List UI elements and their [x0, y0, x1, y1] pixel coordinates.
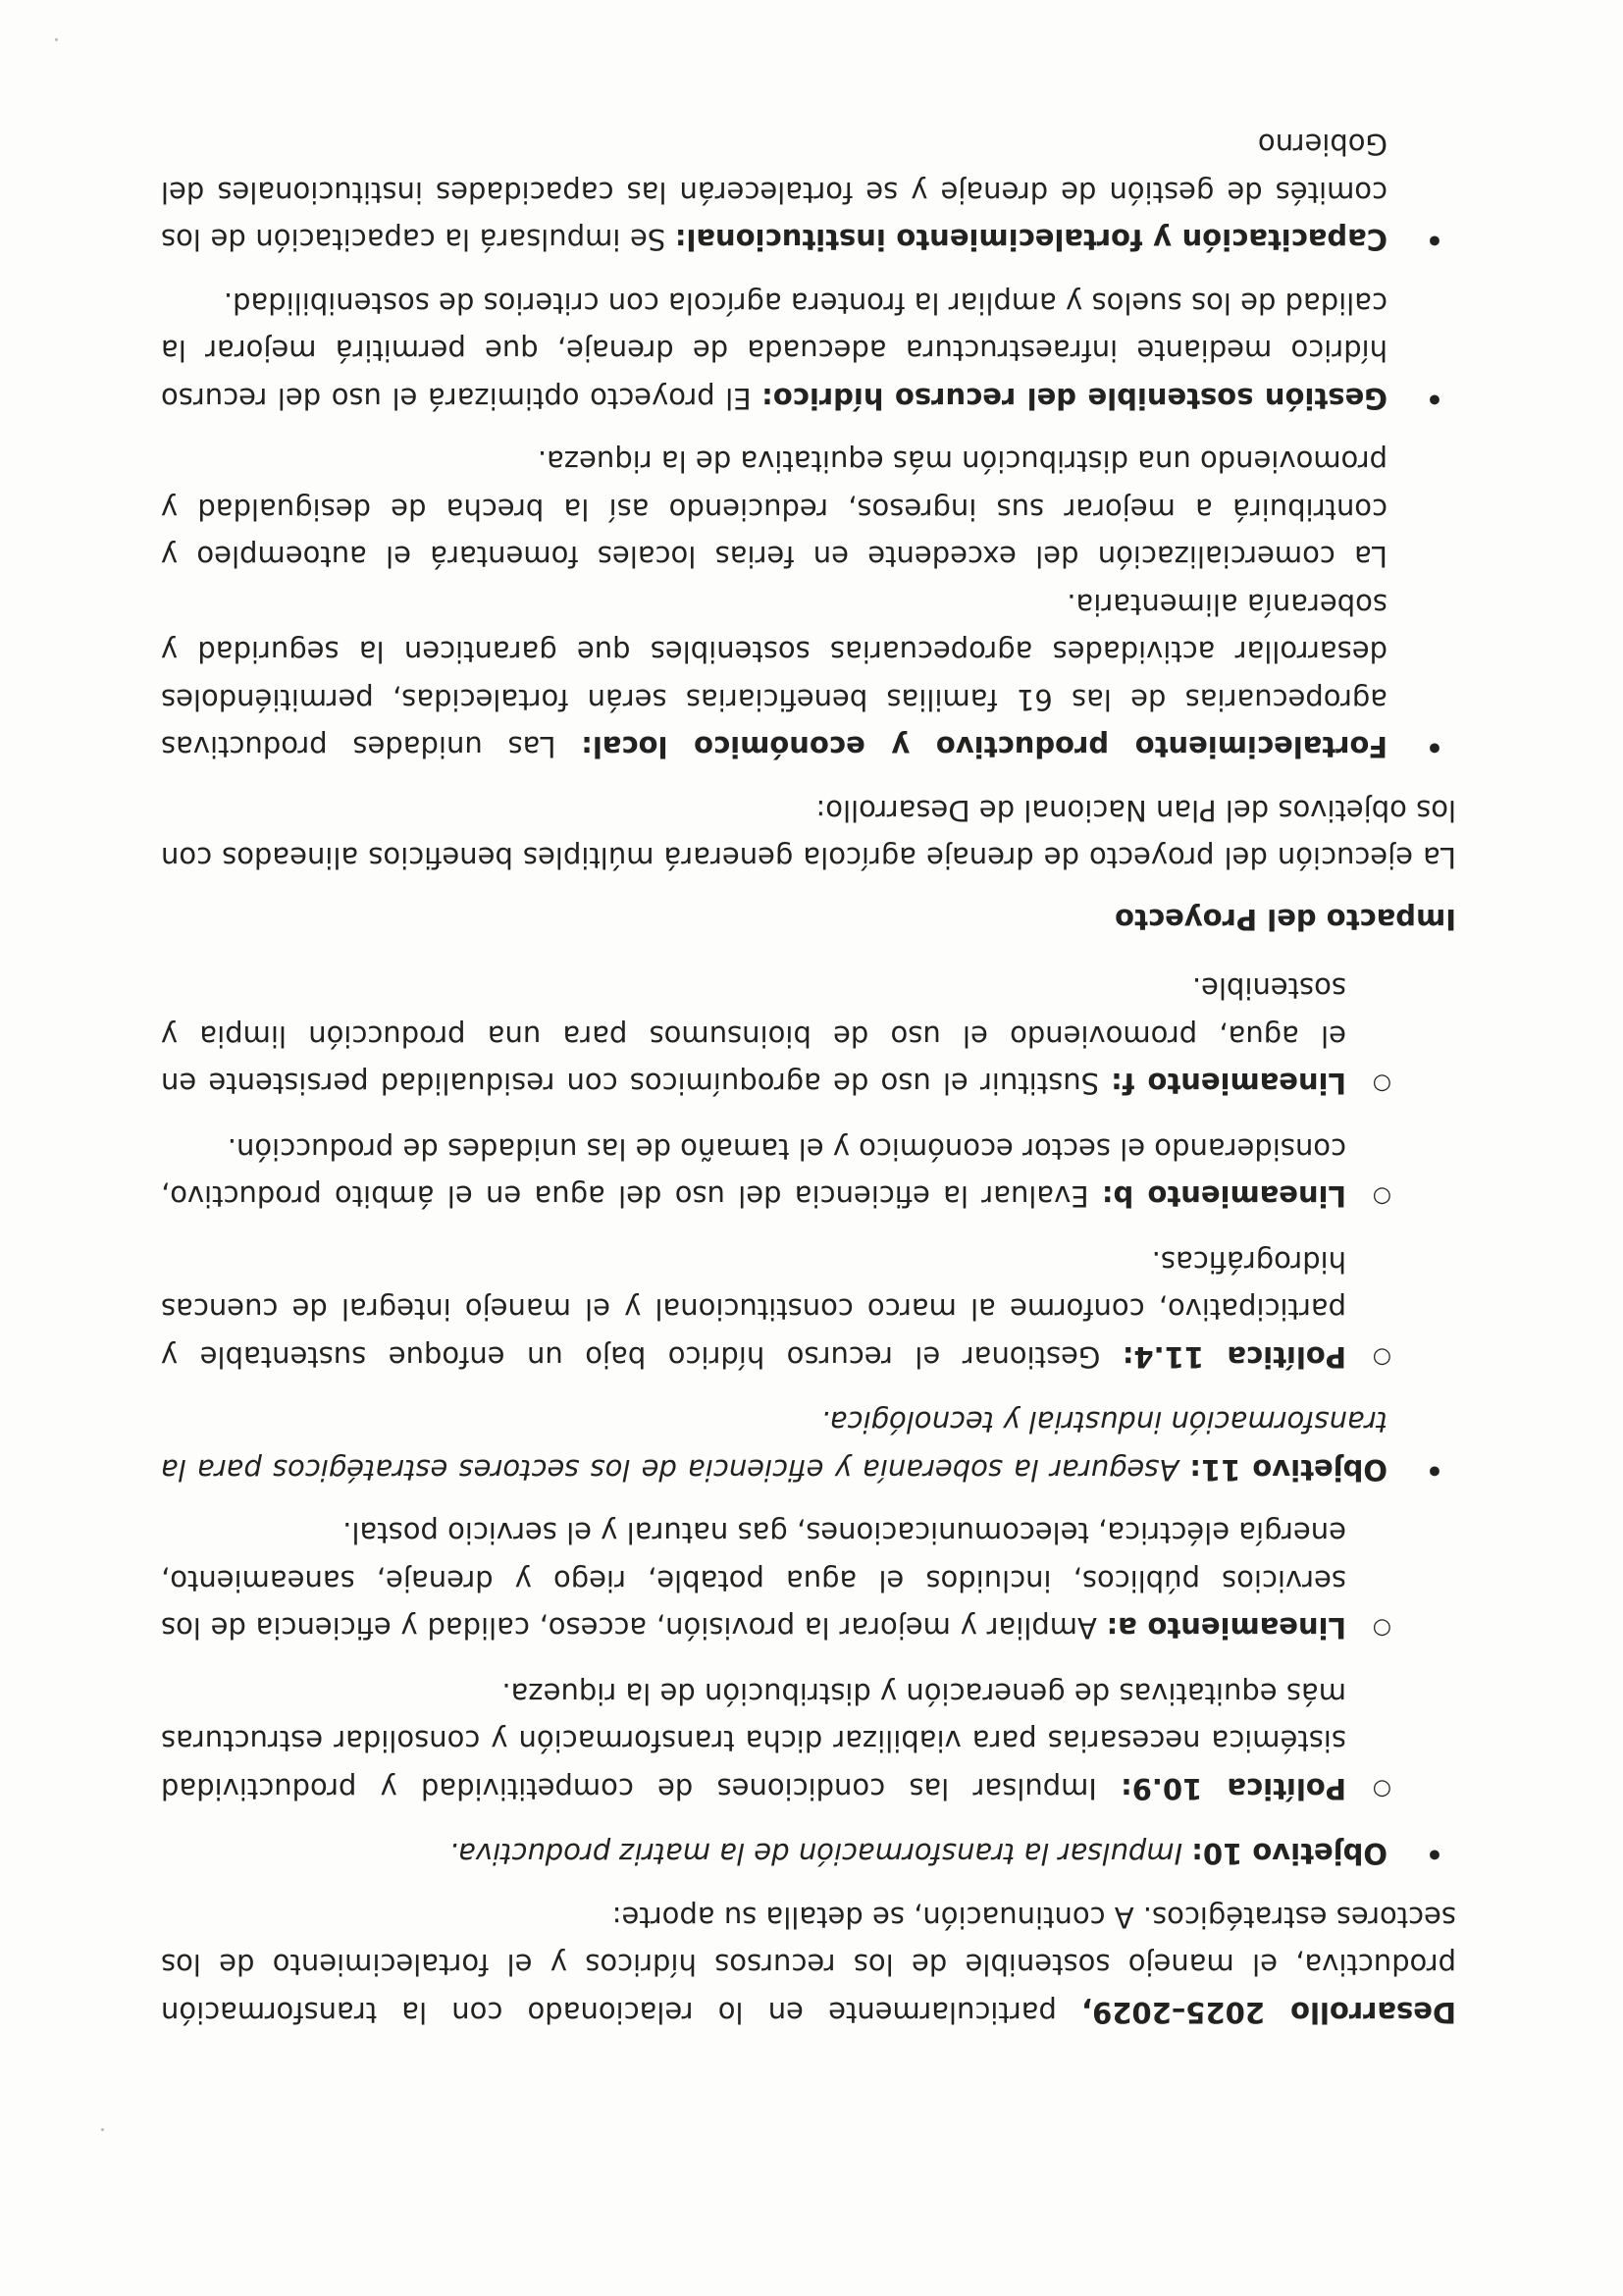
document-body — [161, 121, 1456, 2036]
guideline-b — [161, 1125, 1456, 1221]
item-label: Lineamiento f: — [1111, 1067, 1346, 1101]
impact-text: Se impulsará la capacitación de los comités de gestión de drenaje y se fortalecerán las capacidades institucionales del Gobierno — [160, 128, 1387, 257]
objective-label: Objetivo 10: — [1191, 1837, 1387, 1871]
impact-item-productive — [161, 438, 1456, 771]
item-text: Evaluar la eficiencia del uso del agua en el ámbito productivo, considerando el sector económico y el tamaño de las unidades de producción. — [160, 1132, 1346, 1214]
impact-item-training — [161, 121, 1456, 264]
item-text: Ampliar y mejorar la provisión, acceso, calidad y eficiencia de los servicios públicos, incluidos el agua potable, riego y drenaje, saneamiento, energía eléctrica, telecomunicaciones, gas natural y el servicio postal. — [161, 1516, 1346, 1645]
intro-bold: Desarrollo 2025–2029, — [1081, 1996, 1456, 2029]
scan-speck — [101, 2128, 104, 2131]
intro-paragraph — [161, 1894, 1456, 2037]
objective-label: Objetivo 11: — [1189, 1453, 1387, 1487]
impact-text: El proyecto optimizará el uso del recurso hídrico mediante infraestructura adecuada de drenaje, que permitirá mejorar la calidad de los suelos y ampliar la frontera agrícola con criterios de sostenibilidad. — [161, 287, 1387, 415]
guideline-f — [161, 965, 1456, 1108]
scan-speck — [55, 38, 58, 41]
item-label: Política 10.9: — [1121, 1772, 1346, 1805]
intro-text: particularmente en lo relacionado con la transformación productiva, el manejo sostenible de los recursos hídricos y el fortalecimiento de los sectores estratégicos. A continuación, se detalla su aporte: — [161, 1901, 1456, 2029]
impact-extra: La comercialización del excedente en ferias locales fomentará el autoempleo y contribuirá a mejorar sus ingresos, reduciendo así la brecha de desigualdad y promoviendo una distribución más equitativa de la riqueza. — [161, 444, 1387, 574]
objective-text: Impulsar la transformación de la matriz productiva. — [448, 1837, 1192, 1871]
item-text: Sustituir el uso de agroquímicos con residualidad persistente en el agua, promoviendo el uso de bioinsumos para una producción limpia y sostenible. — [160, 971, 1346, 1101]
objective-10 — [161, 1830, 1456, 1878]
item-text: Gestionar el recurso hídrico bajo un enfoque sustentable y participativo, conforme al marco constitucional y el manejo integral de cuencas hidrográficas. — [161, 1245, 1346, 1374]
objective-text: Asegurar la soberanía y eficiencia de los sectores estratégicos para la transformación industrial y tecnológica. — [160, 1405, 1387, 1487]
objective-11 — [161, 1398, 1456, 1493]
item-label: Política 11.4: — [1122, 1340, 1346, 1374]
impact-label: Gestión sostenible del recurso hídrico: — [761, 382, 1387, 415]
policy-11-4 — [161, 1238, 1456, 1382]
item-label: Lineamiento a: — [1106, 1611, 1346, 1645]
policy-10-9 — [161, 1670, 1456, 1813]
guideline-a — [161, 1509, 1456, 1652]
impact-label: Capacitación y fortalecimiento institucional: — [674, 223, 1387, 257]
impact-intro: La ejecución del proyecto de drenaje agrícola generará múltiples beneficios alineados con los objetivos del Plan Nacional de Desarrollo: — [161, 794, 1456, 875]
item-text: Impulsar las condiciones de competitividad y productividad sistémica necesarias para viabilizar dicha transformación y consolidar estructuras más equitativas de generación y distribución de la riqueza. — [161, 1677, 1346, 1805]
impact-label: Fortalecimiento productivo y económico local: — [581, 730, 1387, 764]
item-label: Lineamiento b: — [1101, 1179, 1346, 1214]
impact-item-water — [161, 280, 1456, 423]
impact-text: Las unidades productivas agropecuarias de las 61 familias beneficiarias serán fortalecidas, permitiéndoles desarrollar actividades agropecuarias sostenibles que garanticen la seguridad y soberanía alimentaria. — [160, 588, 1387, 764]
impact-heading: Impacto del Proyecto — [1115, 903, 1456, 936]
